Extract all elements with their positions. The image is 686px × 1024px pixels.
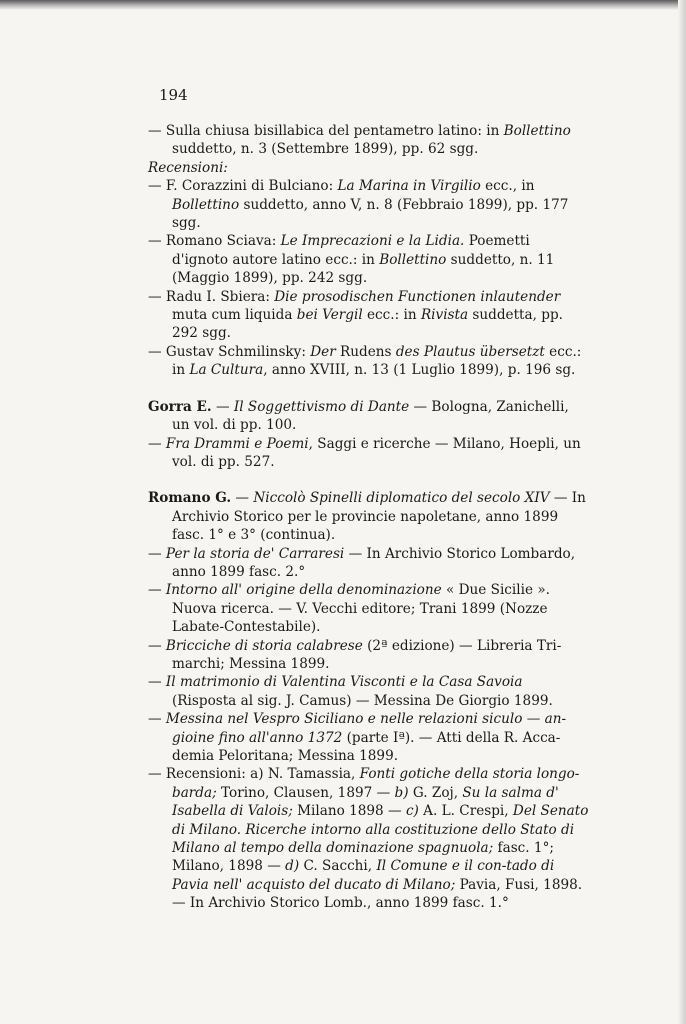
entry-text: « Due Sicilie ». Nuova ricerca. — V. Vecchi editore; Trani 1899 (Nozze Labate-Contestabile). — [172, 582, 550, 636]
italic-title: Le Imprecazioni e la Lidia. — [280, 233, 465, 250]
entry-text: — Bologna, Zanichelli, un vol. di pp. 100. — [172, 398, 569, 434]
italic-title: Bollettino — [503, 123, 571, 139]
bibliography-entry — [148, 343, 590, 380]
entry-text: — In Archivio Storico per le provincie napoletane, anno 1899 fasc. 1° e 3° (continua). — [172, 490, 586, 544]
entry-text: — Sulla chiusa bisillabica del pentametro latino: in — [148, 123, 504, 139]
italic-title: Fra Drammi e Poemi — [165, 435, 309, 452]
entry-text: — Romano Sciava: — [148, 233, 281, 250]
entry-text: fasc. 1°; Milano, 1898 — — [172, 840, 554, 875]
entry-text: — Recensioni: a) N. Tamassia, — [148, 766, 360, 783]
italic-title: Rivista — [420, 307, 469, 324]
entry-text: — Gustav Schmilinsky: — [148, 343, 311, 360]
bibliography-entry — [148, 122, 590, 159]
italic-title: Fonti gotiche della storia longo-barda; — [172, 766, 580, 801]
italic-title: Niccolò Spinelli diplomatico del secolo XIV — [253, 490, 550, 507]
italic-title: Il Soggettivismo di Dante — [233, 398, 410, 415]
italic-title: d) — [285, 858, 300, 875]
entry-text: — In Archivio Storico Lombardo, anno 1899 fasc. 2.° — [172, 545, 576, 580]
page-edge-right — [678, 0, 686, 1024]
italic-title: c) — [405, 803, 419, 820]
entry-text: suddetto, n. 11 (Maggio 1899), pp. 242 sgg. — [172, 251, 555, 287]
italic-title: Il Comune e il con-tado di Pavia nell' acquisto del ducato di Milano; — [172, 858, 555, 893]
bibliography-entry — [148, 765, 590, 912]
entry-text: ecc.: in — [362, 307, 421, 324]
italic-title: Su la salma d' Isabella di Valois; — [172, 784, 559, 820]
italic-title: b) — [394, 784, 409, 801]
page-text — [148, 122, 590, 913]
entry-text: ecc.: in — [172, 343, 582, 379]
entry-text: A. L. Crespi, — [418, 803, 513, 820]
bibliography-entry — [148, 673, 590, 710]
entry-text: — — [148, 674, 166, 691]
author-name: Romano G. — [148, 490, 232, 507]
entry-text: C. Sacchi, — [299, 858, 377, 875]
italic-title: La Marina in Virgilio — [337, 178, 481, 195]
bibliography-entry — [148, 545, 590, 582]
italic-title: La Cultura — [189, 362, 264, 379]
entry-text: Milano 1898 — — [292, 803, 406, 820]
italic-title: Messina nel Vespro Siciliano e nelle relazioni siculo — an-gioine fino all'anno 1372 — [165, 711, 567, 746]
entry-text: — — [148, 582, 166, 599]
entry-text: , Saggi e ricerche — Milano, Hoepli, un vol. di pp. 527. — [172, 435, 581, 470]
italic-title: Die prosodischen Functionen inlautender — [274, 288, 561, 305]
bibliography-entry — [148, 581, 590, 636]
entry-text: (parte Iª). — Atti della R. Acca-demia Peloritana; Messina 1899. — [172, 729, 561, 764]
entry-text: — — [148, 637, 166, 654]
italic-title: Il matrimonio di Valentina Visconti e la Casa Savoia — [165, 674, 523, 691]
entry-text: ecc., in — [480, 178, 535, 195]
entry-text: — F. Corazzini di Bulciano: — [148, 178, 338, 195]
italic-title: Del Senato di Milano. Ricerche intorno alla costituzione dello Stato di Milano al tempo della dominazione spagnuola; — [172, 803, 589, 857]
block-gap — [148, 380, 590, 398]
entry-text: — — [148, 545, 166, 562]
italic-title: Bollettino — [379, 251, 447, 268]
bibliography-entry — [148, 637, 590, 674]
entry-text: Pavia, Fusi, 1898. — In Archivio Storico Lomb., anno 1899 fasc. 1.° — [172, 876, 583, 912]
italic-title: bei Vergil — [296, 307, 363, 324]
entry-text: suddetto, n. 3 (Settembre 1899), pp. 62 sgg. — [172, 141, 479, 158]
entry-text: — — [231, 490, 254, 507]
entry-text: suddetto, anno V, n. 8 (Febbraio 1899), pp. 177 sgg. — [172, 196, 569, 232]
entry-text: , anno XVIII, n. 13 (1 Luglio 1899), p. 196 sg. — [263, 362, 576, 379]
italic-title: Per la storia de' Carraresi — [165, 545, 345, 562]
italic-title: Bricciche di storia calabrese — [165, 637, 363, 654]
page-number: 194 — [159, 86, 188, 104]
entry-text: Poemetti d'ignoto autore latino ecc.: in — [172, 233, 530, 268]
entry-text: — — [148, 435, 166, 452]
entry-text: — Radu I. Sbiera: — [148, 288, 275, 305]
entry-text: (Risposta al sig. J. Camus) — Messina De Giorgio 1899. — [172, 692, 553, 709]
entry-text: Torino, Clausen, 1897 — — [216, 784, 395, 801]
entry-text: Recensioni: — [148, 159, 228, 176]
section-heading — [148, 159, 590, 177]
author-name: Gorra E. — [148, 398, 212, 415]
bibliography-entry — [148, 398, 590, 435]
bibliography-entry — [148, 288, 590, 343]
entry-text: — — [211, 398, 234, 415]
entry-text: (2ª edizione) — Libreria Tri-marchi; Messina 1899. — [172, 637, 562, 672]
bibliography-entry — [148, 710, 590, 765]
entry-text: G. Zoj, — [408, 784, 463, 801]
italic-title: Der — [310, 343, 336, 360]
bibliography-entry — [148, 232, 590, 287]
entry-text: — — [148, 711, 166, 728]
italic-title: Intorno all' origine della denominazione — [165, 582, 442, 599]
bibliography-entry — [148, 177, 590, 232]
bibliography-entry — [148, 489, 590, 544]
bibliography-entry — [148, 435, 590, 472]
block-gap — [148, 471, 590, 489]
entry-text: muta cum liquida — [172, 307, 297, 324]
italic-title: Bollettino — [172, 196, 240, 213]
italic-title: des Plautus übersetzt — [395, 343, 545, 360]
entry-text: Rudens — [335, 343, 396, 360]
page-edge-top — [0, 0, 686, 10]
entry-text: suddetta, pp. 292 sgg. — [172, 307, 563, 342]
